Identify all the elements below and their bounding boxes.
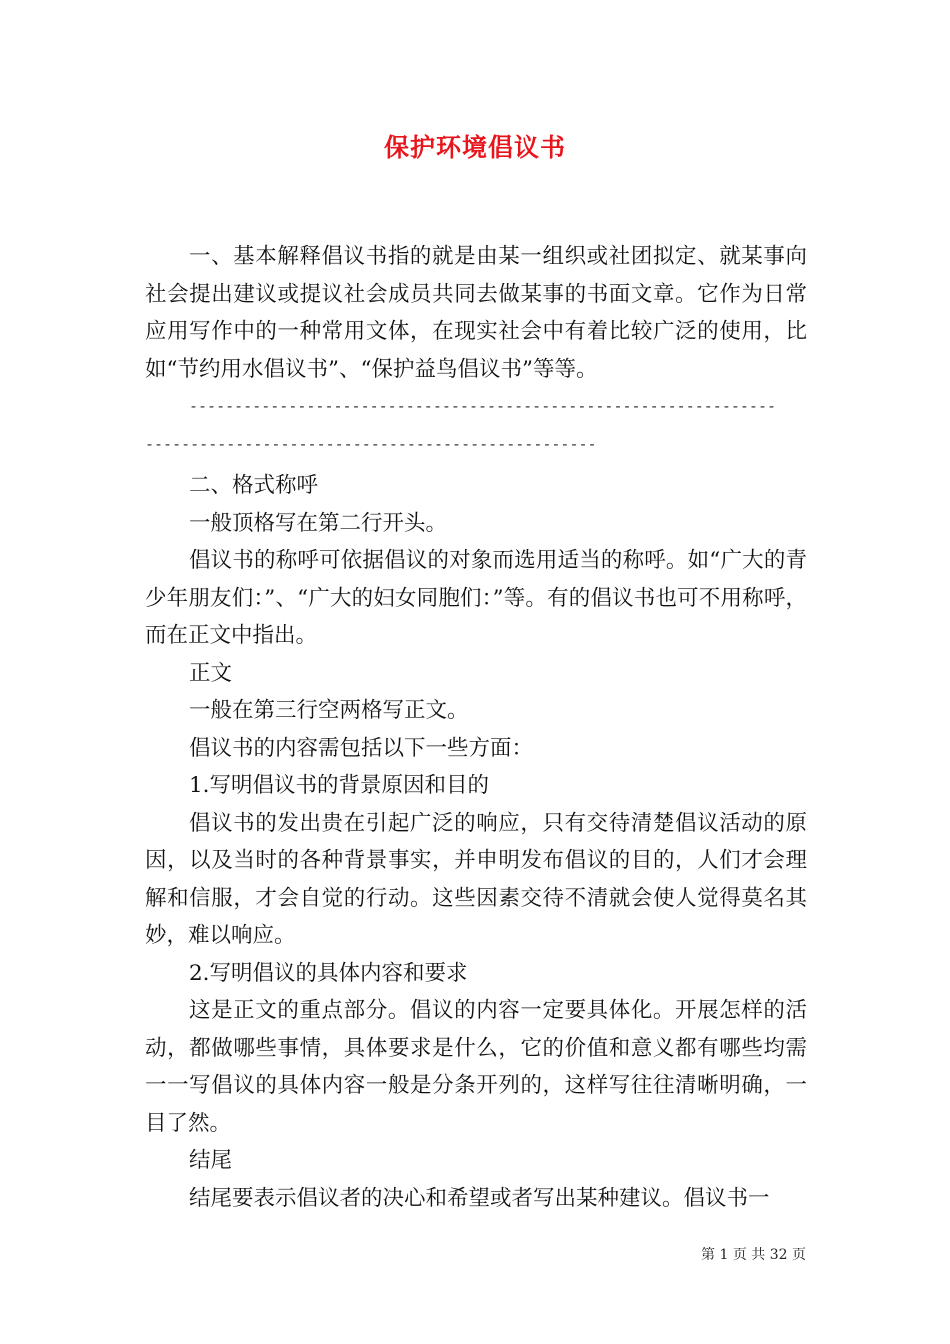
divider-line: --------------------------------------------------: [145, 434, 597, 453]
paragraph: 倡议书的内容需包括以下一些方面：: [189, 735, 534, 761]
document-title: 保护环境倡议书: [383, 133, 566, 162]
paragraph: 一般顶格写在第二行开头。: [189, 510, 448, 536]
paragraph: 一般在第三行空两格写正文。: [189, 698, 469, 723]
heading-format-salutation: 二、格式称呼: [189, 473, 319, 498]
paragraph: 结尾要表示倡议者的决心和希望或者写出某种建议。倡议书一: [189, 1185, 770, 1211]
divider-line: -----------------------------------------------------------------: [189, 397, 776, 415]
paragraph: 倡议书的称呼可依据倡议的对象而选用适当的称呼。如“广大的青少年朋友们：”、“广大的妇女同胞们：”等。有的倡议书也可不用称呼，而在正文中指出。: [145, 548, 807, 648]
heading-body: 正文: [189, 660, 233, 686]
paragraph: 这是正文的重点部分。倡议的内容一定要具体化。开展怎样的活动，都做哪些事情，具体要求是什么，它的价值和意义都有哪些均需一一写倡议的具体内容一般是分条开列的，这样写往往清晰明确，一目了然。: [145, 998, 807, 1136]
paragraph-basic-explanation: 一、基本解释倡议书指的就是由某一组织或社团拟定、就某事向社会提出建议或提议社会成员共同去做某事的书面文章。它作为日常应用写作中的一种常用文体，在现实社会中有着比较广泛的使用，比如“节约用水倡议书”、“保护益鸟倡议书”等等。: [145, 244, 807, 382]
heading-ending: 结尾: [189, 1148, 233, 1173]
list-heading-2: 2.写明倡议的具体内容和要求: [189, 960, 468, 986]
page-number: 第 1 页 共 32 页: [701, 1247, 806, 1263]
document-body: [145, 238, 807, 1217]
paragraph: 倡议书的发出贵在引起广泛的响应，只有交待清楚倡议活动的原因，以及当时的各种背景事实，并申明发布倡议的目的，人们才会理解和信服，才会自觉的行动。这些因素交待不清就会使人觉得莫名其妙，难以响应。: [145, 810, 807, 948]
list-heading-1: 1.写明倡议书的背景原因和目的: [189, 773, 490, 798]
